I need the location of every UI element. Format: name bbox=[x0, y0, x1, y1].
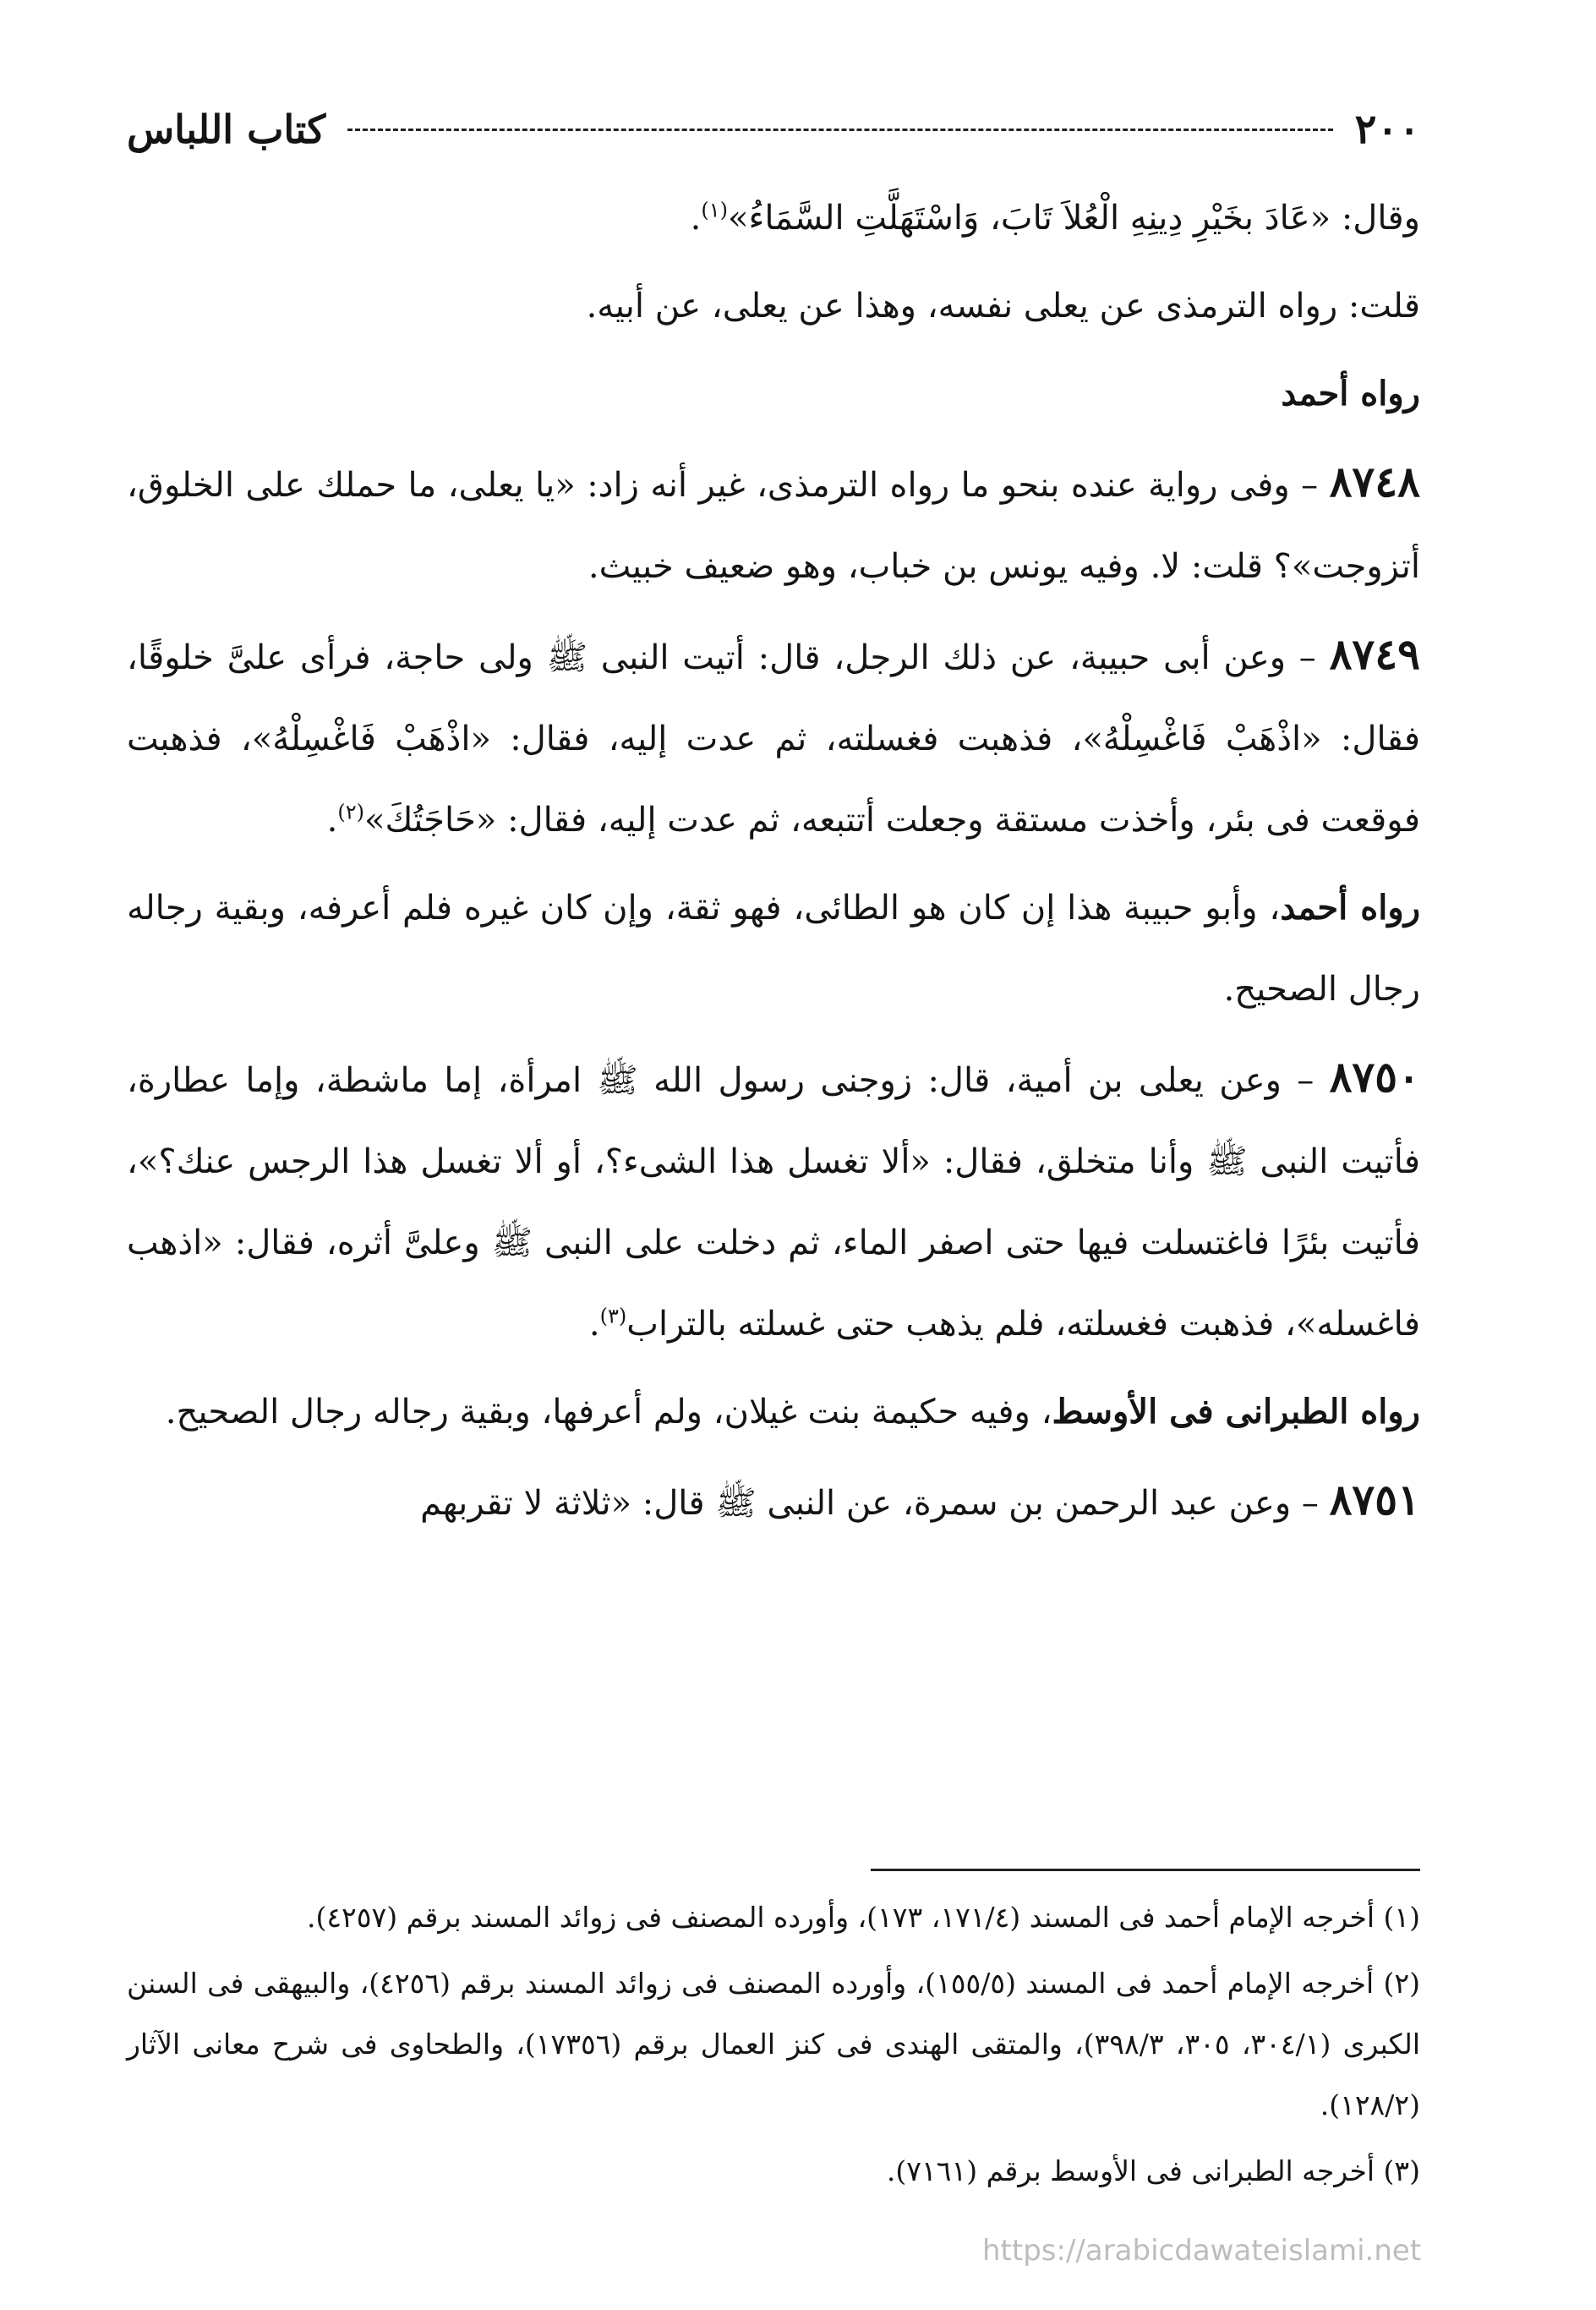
paragraph-tail: . bbox=[588, 1305, 600, 1344]
footnote-ref: (٢) bbox=[337, 800, 364, 824]
footnote-ref: (١) bbox=[701, 198, 729, 222]
page-number: ٢٠٠ bbox=[1354, 106, 1420, 153]
hadith-text: – وعن يعلى بن أمية، قال: زوجنى رسول الله ﷺ امرأة، إما ماشطة، وإما عطارة، فأتيت النبى ﷺ وأنا متخلق، فقال: «ألا تغسل هذا الشىء؟، أو ألا تغسل هذا الرجس عنك؟»، فأتيت بئرًا فاغتسلت فيها حتى اصفر الماء، ثم دخلت على النبى ﷺ وعلىَّ أثره، فقال: «اذهب فاغسله»، فذهبت فغسلته، فلم يذهب حتى غسلته بالتراب bbox=[127, 1061, 1420, 1344]
paragraph-tail: . bbox=[690, 199, 702, 238]
main-text bbox=[127, 178, 1420, 1551]
footnote-ref: (٣) bbox=[599, 1304, 627, 1328]
paragraph-attribution bbox=[127, 1371, 1420, 1453]
hadith-text: – وعن أبى حبيبة، عن ذلك الرجل، قال: أتيت النبى ﷺ ولى حاجة، فرأى علىَّ خلوقًا، فقال: «اذْهَبْ فَاغْسِلْهُ»، فذهبت فغسلته، ثم عدت إليه، فقال: «اذْهَبْ فَاغْسِلْهُ»، فذهبت فوقعت فى بئر، وأخذت مستقة وجعلت أتتبعه، ثم عدت إليه، فقال: «حَاجَتُكَ» bbox=[127, 638, 1420, 840]
paragraph-text: ، وأبو حبيبة هذا إن كان هو الطائى، فهو ثقة، وإن كان غيره فلم أعرفه، وبقية رجاله رجال الصحيح. bbox=[127, 889, 1420, 1009]
hadith-number: ٨٧٤٩ bbox=[1329, 629, 1420, 679]
hadith-number: ٨٧٥١ bbox=[1329, 1475, 1420, 1524]
hadith-8750 bbox=[127, 1037, 1420, 1365]
footnotes bbox=[127, 1887, 1420, 2207]
header-dashed-rule bbox=[347, 129, 1332, 131]
paragraph-verse bbox=[127, 178, 1420, 259]
attribution-heading: رواه أحمد bbox=[1280, 888, 1421, 928]
footnote-1: (١) أخرجه الإمام أحمد فى المسند (١٧١/٤، ١٧٣)، وأورده المصنف فى زوائد المسند برقم (٤٢٥٧). bbox=[306, 1901, 1420, 1934]
hadith-text: – وعن عبد الرحمن بن سمرة، عن النبى ﷺ قال: «ثلاثة لا تقربهم bbox=[420, 1484, 1330, 1523]
hadith-8751 bbox=[127, 1459, 1420, 1544]
paragraph-text: قلت: رواه الترمذى عن يعلى نفسه، وهذا عن يعلى، عن أبيه. bbox=[586, 287, 1420, 326]
paragraph-attribution bbox=[127, 353, 1420, 435]
paragraph-text: ، وفيه حكيمة بنت غيلان، ولم أعرفها، وبقية رجاله رجال الصحيح. bbox=[165, 1393, 1052, 1431]
hadith-8748 bbox=[127, 441, 1420, 607]
watermark-url: https://arabicdawateislami.net bbox=[982, 2234, 1422, 2268]
hadith-text: – وفى رواية عنده بنحو ما رواه الترمذى، غير أنه زاد: «يا يعلى، ما حملك على الخلوق، أتزوجت»؟ قلت: لا. وفيه يونس بن خباب، وهو ضعيف خبيث. bbox=[127, 466, 1420, 586]
hadith-number: ٨٧٥٠ bbox=[1329, 1052, 1420, 1102]
attribution-heading: رواه أحمد bbox=[1281, 374, 1420, 413]
book-title: كتاب اللباس bbox=[127, 107, 326, 152]
footnote-2: (٢) أخرجه الإمام أحمد فى المسند (١٥٥/٥)، وأورده المصنف فى زوائد المسند برقم (٤٢٥٦)، والبيهقى فى السنن الكبرى (٣٠٤/١، ٣٠٥، ٣٩٨/٣)، والمتقى الهندى فى كنز العمال برقم (١٧٣٥٦)، والطحاوى فى شرح معانى الآثار (١٢٨/٢). bbox=[127, 1967, 1421, 2121]
running-header bbox=[127, 100, 1420, 159]
paragraph-note bbox=[127, 265, 1420, 347]
paragraph-tail: . bbox=[326, 801, 338, 840]
footnote-separator bbox=[871, 1869, 1420, 1871]
hadith-number: ٨٧٤٨ bbox=[1329, 457, 1420, 506]
paragraph-attribution bbox=[127, 868, 1420, 1030]
attribution-heading: رواه الطبرانى فى الأوسط bbox=[1052, 1392, 1420, 1431]
footnote-3: (٣) أخرجه الطبرانى فى الأوسط برقم (٧١٦١). bbox=[886, 2154, 1420, 2187]
paragraph-text: وقال: «عَادَ بخَيْرِ دِينِهِ الْعُلاَ تَابَ، وَاسْتَهَلَّتِ السَّمَاءُ» bbox=[728, 199, 1420, 238]
hadith-8749 bbox=[127, 614, 1420, 861]
